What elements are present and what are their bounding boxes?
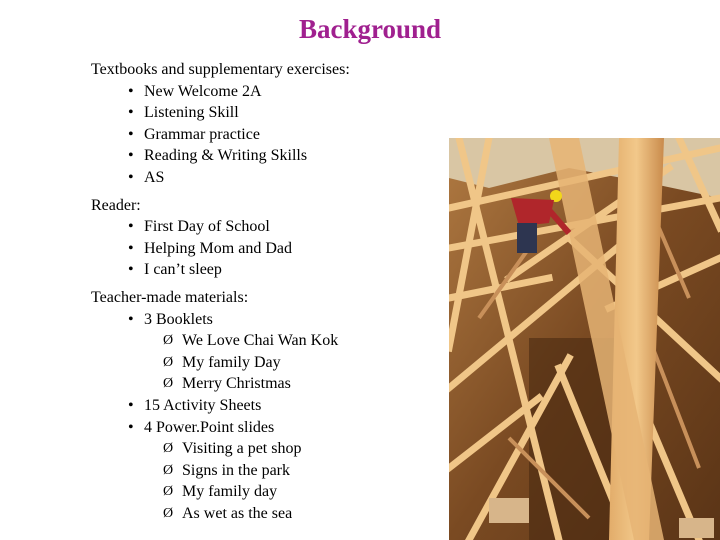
- bullet-icon: •: [128, 82, 134, 100]
- section-heading: Reader:: [91, 196, 141, 214]
- list-item: • Listening Skill: [91, 102, 451, 124]
- bullet-list: [91, 309, 451, 525]
- bullet-list: [91, 81, 451, 189]
- list-item: • 4 Power.Point slides: [91, 417, 451, 439]
- section-textbooks: [91, 59, 451, 189]
- list-item: • I can’t sleep: [91, 259, 451, 281]
- list-item: • 3 Booklets: [91, 309, 451, 331]
- arrow-bullet-icon: Ø: [163, 376, 174, 392]
- bullet-icon: •: [128, 147, 134, 165]
- section-heading: Teacher-made materials:: [91, 288, 249, 306]
- construction-photo: [449, 138, 720, 540]
- list-item: • Grammar practice: [91, 124, 451, 146]
- slide-content: [91, 59, 451, 524]
- bullet-icon: •: [128, 261, 134, 279]
- bullet-icon: •: [128, 310, 134, 328]
- list-item: • First Day of School: [91, 216, 451, 238]
- arrow-bullet-icon: Ø: [163, 333, 174, 349]
- bullet-icon: •: [128, 239, 134, 257]
- bullet-icon: •: [128, 125, 134, 143]
- list-item: • Reading & Writing Skills: [91, 145, 451, 167]
- bullet-icon: •: [128, 104, 134, 122]
- arrow-bullet-icon: Ø: [163, 441, 174, 457]
- sub-list-item: Ø My family day: [91, 481, 451, 503]
- list-item: • New Welcome 2A: [91, 81, 451, 103]
- sub-list-item: Ø Visiting a pet shop: [91, 438, 451, 460]
- bullet-icon: •: [128, 168, 134, 186]
- section-reader: [91, 195, 451, 281]
- bullet-list: [91, 216, 451, 281]
- arrow-bullet-icon: Ø: [163, 505, 174, 521]
- sub-list-item: Ø My family Day: [91, 352, 451, 374]
- bullet-icon: •: [128, 218, 134, 236]
- bullet-icon: •: [128, 418, 134, 436]
- sub-list-item: Ø As wet as the sea: [91, 503, 451, 525]
- bullet-icon: •: [128, 396, 134, 414]
- list-item: • AS: [91, 167, 451, 189]
- arrow-bullet-icon: Ø: [163, 484, 174, 500]
- list-item: • 15 Activity Sheets: [91, 395, 451, 417]
- sub-list-item: Ø Signs in the park: [91, 460, 451, 482]
- section-heading: Textbooks and supplementary exercises:: [91, 61, 350, 78]
- sub-list-item: Ø Merry Christmas: [91, 373, 451, 395]
- slide-title: Background: [298, 14, 442, 44]
- arrow-bullet-icon: Ø: [163, 462, 174, 478]
- arrow-bullet-icon: Ø: [163, 354, 174, 370]
- sub-list-item: Ø We Love Chai Wan Kok: [91, 330, 451, 352]
- list-item: • Helping Mom and Dad: [91, 238, 451, 260]
- section-teacher-made: [91, 287, 451, 525]
